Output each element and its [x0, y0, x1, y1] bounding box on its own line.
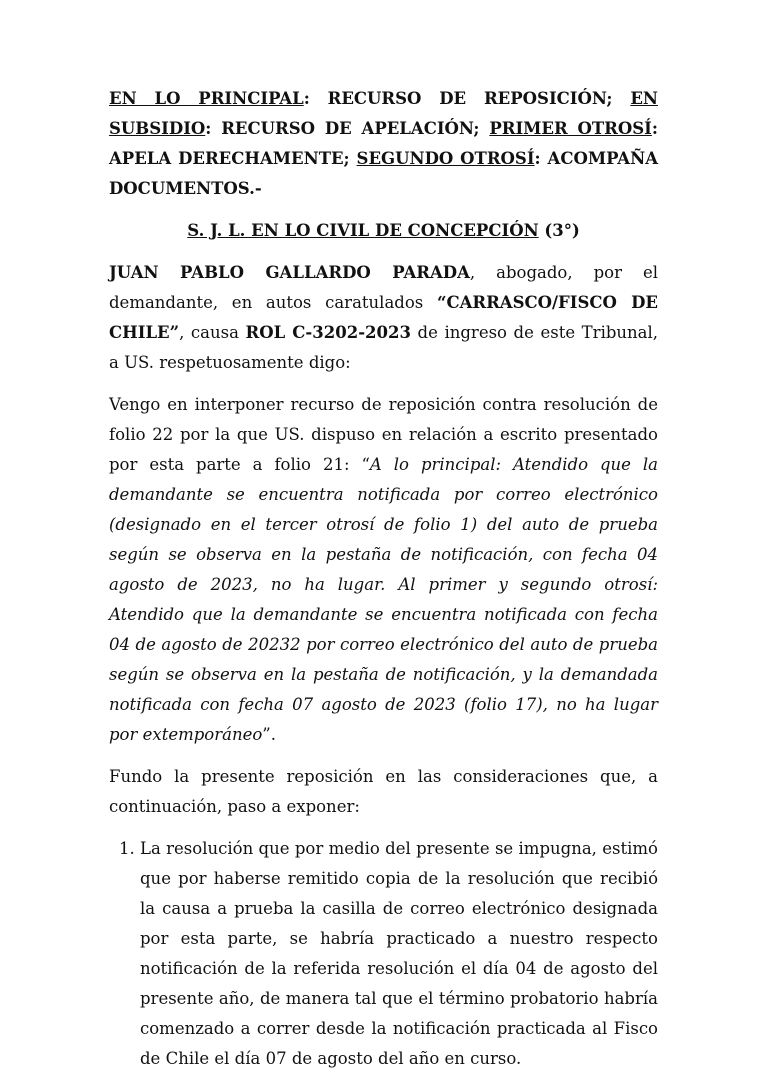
reposicion-text-2: ”. [262, 725, 276, 744]
heading-subsidio-sep: : [205, 119, 222, 138]
considerations-list [109, 834, 658, 1074]
court-number: (3°) [538, 221, 580, 240]
heading-subsidio-label: EN SUBSIDIO [109, 89, 658, 138]
list-item: 1. La resolución que por medio del presente se impugna, estimó que por haberse remitido copia de la resolución que recibió la causa a prueba la casilla de correo electrónico designada por esta parte, se habría practicado a nuestro respecto notificación de la referida resolución el día 04 de agosto del presente año, de manera tal que el término probatorio habría comenzado a correr desde la notificación practicada al Fisco de Chile el día 07 de agosto del año en curso. [140, 834, 658, 1074]
intro-text-3: de ingreso de este Tribunal, a US. respetuosamente digo: [109, 323, 659, 372]
document-heading [109, 84, 658, 204]
reposicion-paragraph [109, 390, 658, 750]
intro-paragraph [109, 258, 658, 378]
case-rol: ROL C-3202-2023 [245, 323, 411, 342]
reposicion-text-1: Vengo en interponer recurso de reposición contra resolución de folio 22 por la que US. dispuso en relación a escrito presentado por esta parte a folio 21: “ [109, 395, 658, 474]
intro-text-1: , abogado, por el demandante, en autos caratulados [109, 263, 658, 312]
heading-principal-sep: : [303, 89, 328, 108]
heading-principal-label: EN LO PRINCIPAL [109, 89, 304, 108]
heading-primer-otrosi-label: PRIMER OTROSÍ [489, 119, 652, 138]
case-title: “CARRASCO/FISCO DE CHILE” [109, 293, 658, 342]
heading-primer-otrosi-sep: : [651, 119, 658, 138]
heading-segundo-otrosi-label: SEGUNDO OTROSÍ [356, 149, 535, 168]
heading-segundo-otrosi-sep: : [534, 149, 548, 168]
quoted-resolution: A lo principal: Atendido que la demandante se encuentra notificada por correo electrónico (designado en el tercer otrosí de folio 1) del auto de prueba según se observa en la pestaña de notificación, con fecha 04 agosto de 2023, no ha lugar. Al primer y segundo otrosí: Atendido que la demandante se encuentra notificada con fecha 04 de agosto de 20232 por correo electrónico del auto de prueba según se observa en la pestaña de notificación, y la demandada notificada con fecha 07 agosto de 2023 (folio 17), no ha lugar por extemporáneo [109, 455, 659, 744]
heading-primer-otrosi-text: APELA DERECHAMENTE; [109, 149, 357, 168]
court-line [109, 216, 658, 246]
heading-principal-text: RECURSO DE REPOSICIÓN; [327, 89, 631, 108]
intro-text-2: , causa [179, 323, 246, 342]
heading-subsidio-text: RECURSO DE APELACIÓN; [221, 119, 490, 138]
court-name: S. J. L. EN LO CIVIL DE CONCEPCIÓN [187, 221, 539, 240]
fundamentos-paragraph: Fundo la presente reposición en las consideraciones que, a continuación, paso a exponer: [109, 767, 658, 816]
lawyer-name: JUAN PABLO GALLARDO PARADA [109, 263, 470, 282]
heading-segundo-otrosi-text: ACOMPAÑA DOCUMENTOS.- [109, 149, 658, 198]
document-page [109, 84, 658, 1074]
